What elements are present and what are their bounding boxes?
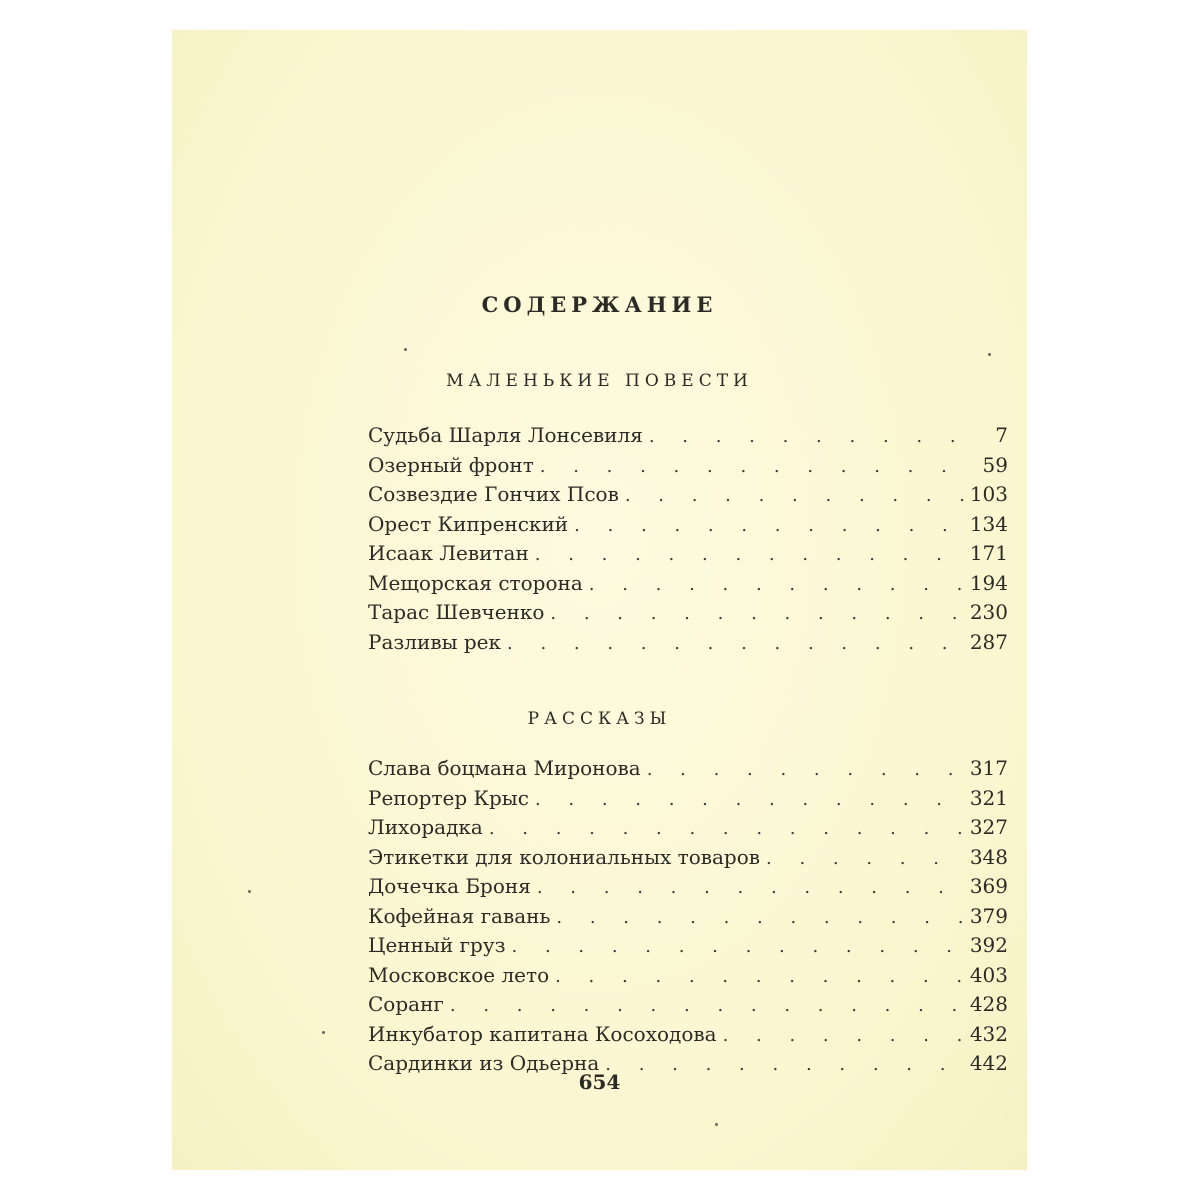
dot-leader xyxy=(555,966,964,987)
toc-entry-title: Судьба Шарля Лонсевиля xyxy=(368,423,643,447)
toc-entry xyxy=(368,453,1008,483)
toc-entry-title: Ценный груз xyxy=(368,933,506,957)
toc-entry xyxy=(368,904,1008,934)
toc-entry xyxy=(368,874,1008,904)
toc-entry-title: Репортер Крыс xyxy=(368,785,529,810)
dot-leader xyxy=(537,877,964,898)
toc-entry xyxy=(368,786,1008,816)
toc-entry xyxy=(368,963,1008,993)
toc-entry-title: Тарас Шевченко xyxy=(368,600,545,624)
toc-entry-title: Разливы рек xyxy=(368,629,501,654)
toc-entry xyxy=(368,756,1008,786)
toc-entry xyxy=(368,512,1008,542)
dot-leader xyxy=(489,818,964,839)
toc-entry-page: 230 xyxy=(969,600,1008,624)
toc-list-novellas xyxy=(368,423,1008,659)
toc-entry xyxy=(368,845,1008,875)
toc-entry-page: 7 xyxy=(995,423,1008,447)
dot-leader xyxy=(625,485,964,506)
toc-entry-page: 321 xyxy=(969,785,1008,810)
dot-leader xyxy=(556,907,964,928)
toc-entry-page: 369 xyxy=(969,874,1008,898)
dot-leader xyxy=(540,456,964,477)
toc-entry-page: 428 xyxy=(969,992,1008,1016)
dot-leader xyxy=(535,789,964,810)
dot-leader xyxy=(766,848,964,869)
toc-entry-page: 348 xyxy=(969,844,1008,869)
paper-speck xyxy=(988,353,991,356)
paper-speck xyxy=(248,890,251,893)
page-number: 654 xyxy=(578,1070,621,1094)
toc-entry xyxy=(368,992,1008,1022)
toc-entry xyxy=(368,1022,1008,1052)
dot-leader xyxy=(647,759,964,780)
dot-leader xyxy=(512,936,965,957)
toc-entry-page: 317 xyxy=(969,756,1008,780)
dot-leader xyxy=(589,574,964,595)
paper-speck xyxy=(404,348,407,351)
toc-entry-page: 134 xyxy=(969,511,1008,536)
toc-entry-page: 171 xyxy=(969,541,1008,565)
toc-entry-title: Исаак Левитан xyxy=(368,541,529,565)
toc-entry xyxy=(368,482,1008,512)
dot-leader xyxy=(507,633,964,654)
toc-entry-title: Дочечка Броня xyxy=(368,874,531,898)
section-heading-novellas: МАЛЕНЬКИЕ ПОВЕСТИ xyxy=(446,371,753,391)
toc-entry xyxy=(368,815,1008,845)
toc-entry-title: Созвездие Гончих Псов xyxy=(368,482,619,506)
toc-entry-title: Сардинки из Одьерна xyxy=(368,1051,600,1075)
toc-entry-title: Лихорадка xyxy=(368,815,483,839)
toc-entry-page: 442 xyxy=(969,1051,1008,1075)
book-page xyxy=(172,30,1027,1170)
toc-entry-page: 287 xyxy=(969,629,1008,654)
paper-speck xyxy=(715,1123,718,1126)
toc-entry-page: 432 xyxy=(969,1021,1008,1046)
section-heading-stories: РАССКАЗЫ xyxy=(527,709,672,729)
dot-leader xyxy=(649,426,964,447)
dot-leader xyxy=(535,544,964,565)
toc-entry-title: Московское лето xyxy=(368,962,550,987)
toc-entry-page: 392 xyxy=(969,933,1008,957)
toc-entry-title: Соранг xyxy=(368,992,444,1016)
dot-leader xyxy=(723,1025,964,1046)
toc-entry xyxy=(368,541,1008,571)
toc-entry-page: 194 xyxy=(969,570,1008,595)
page-title: СОДЕРЖАНИЕ xyxy=(481,292,718,317)
dot-leader xyxy=(574,515,964,536)
toc-entry xyxy=(368,600,1008,630)
toc-entry xyxy=(368,933,1008,963)
toc-entry-page: 379 xyxy=(969,903,1008,928)
toc-entry-title: Орест Кипренский xyxy=(368,511,569,536)
toc-entry-title: Мещорская сторона xyxy=(368,570,583,595)
toc-entry xyxy=(368,630,1008,660)
toc-entry-page: 327 xyxy=(969,815,1008,839)
toc-entry-page: 403 xyxy=(969,962,1008,987)
toc-list-stories xyxy=(368,756,1008,1081)
toc-entry-page: 103 xyxy=(969,482,1008,506)
toc-entry-title: Инкубатор капитана Косоходова xyxy=(368,1021,717,1046)
toc-entry-title: Озерный фронт xyxy=(368,452,534,477)
toc-entry-title: Этикетки для колониальных товаров xyxy=(368,844,761,869)
toc-entry-page: 59 xyxy=(982,452,1008,477)
toc-entry xyxy=(368,571,1008,601)
paper-speck xyxy=(322,1031,325,1034)
toc-entry-title: Слава боцмана Миронова xyxy=(368,756,641,780)
toc-entry xyxy=(368,423,1008,453)
dot-leader xyxy=(450,995,964,1016)
toc-entry-title: Кофейная гавань xyxy=(368,903,551,928)
dot-leader xyxy=(550,603,964,624)
